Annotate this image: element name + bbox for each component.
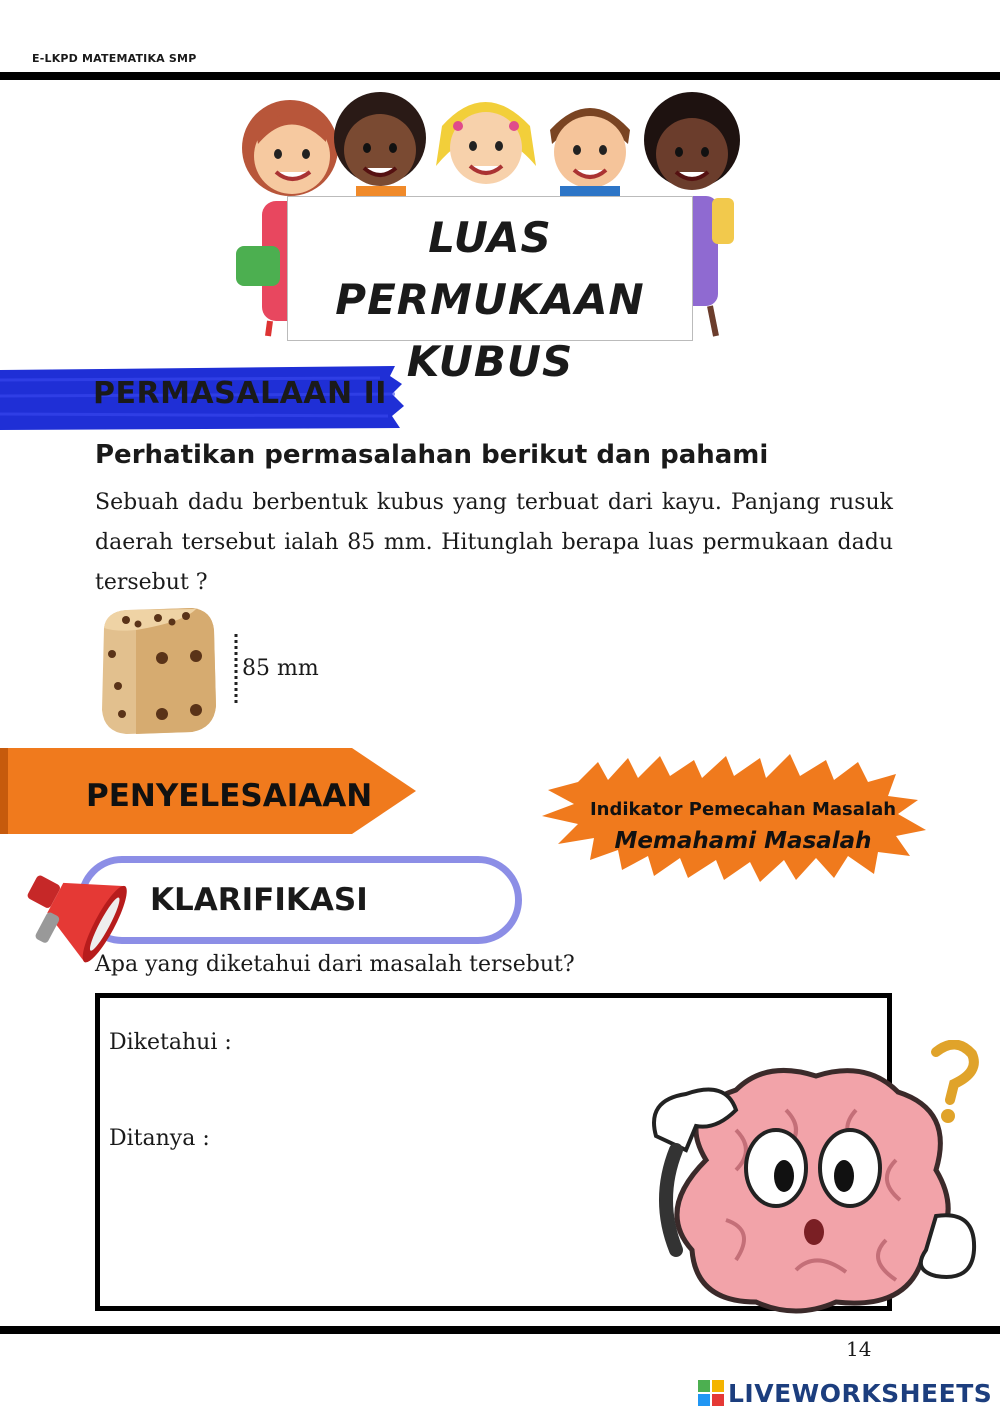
asked-label: Ditanya : [109,1126,210,1151]
solution-section-title: PENYELESAIAAN [86,778,373,814]
page-number: 14 [846,1337,872,1361]
indicator-value: Memahami Masalah [614,828,872,854]
brain-thinking-illustration [636,1040,988,1322]
known-label: Diketahui : [109,1030,232,1055]
problem-text: Sebuah dadu berbentuk kubus yang terbuat dari kayu. Panjang rusuk daerah tersebut ialah 85 mm. Hitunglah berapa luas permukaan dadu tersebut ? [95,490,893,595]
dice-dimension-label: 85 mm [242,656,319,681]
watermark-text: LIVEWORKSHEETS [728,1378,993,1408]
dice-image [96,606,220,736]
header-label: E-LKPD MATEMATIKA SMP [32,52,197,65]
title-board [287,196,693,386]
watermark [698,1377,992,1409]
top-rule [0,72,1000,80]
dimension-line [233,634,239,706]
instruction-heading: Perhatikan permasalahan berikut dan pahami [95,440,769,470]
clarification-title: KLARIFIKASI [150,882,368,918]
title-line-1: LUAS PERMUKAAN [335,213,645,324]
megaphone-icon [14,846,132,964]
liveworksheets-logo-icon [698,1380,724,1406]
bottom-rule [0,1326,1000,1334]
problem-section-title: PERMASALAAN II [93,376,387,411]
clarification-question: Apa yang diketahui dari masalah tersebut? [95,952,575,977]
indicator-label: Indikator Pemecahan Masalah [589,799,897,820]
title-line-2: KUBUS [406,337,574,386]
